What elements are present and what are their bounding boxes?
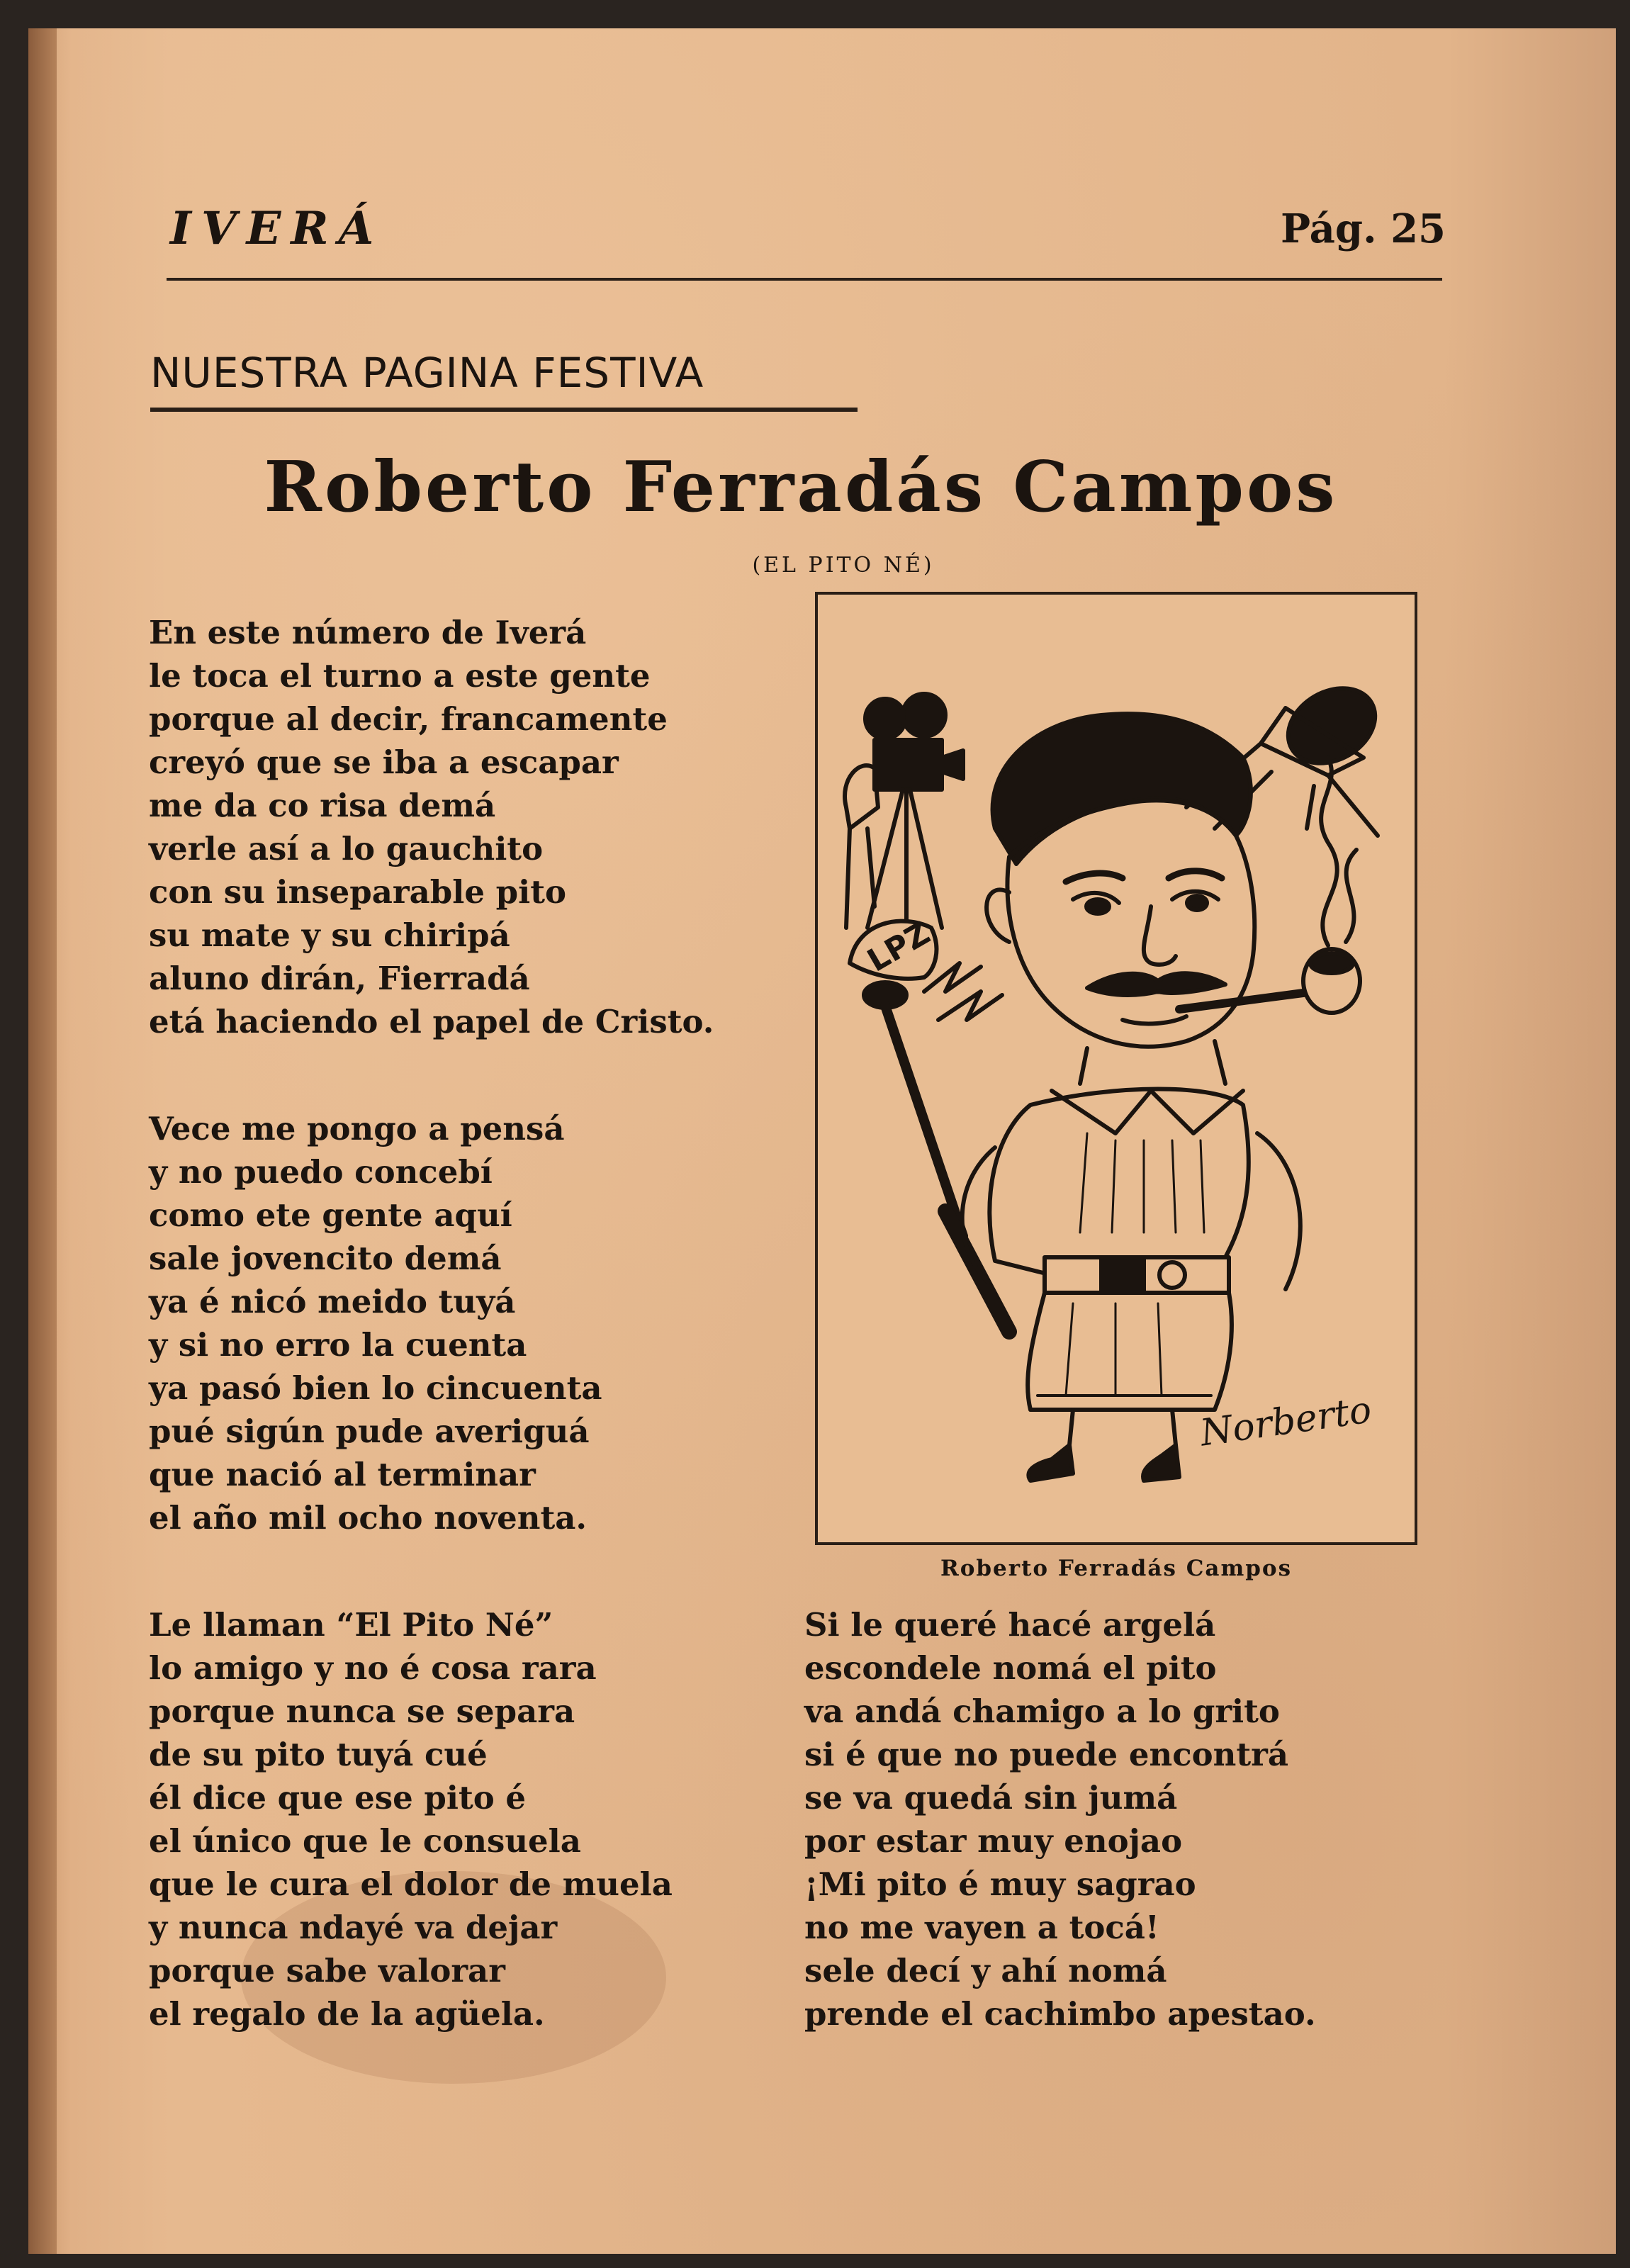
- verse-line: prende el cachimbo apestao.: [804, 1995, 1316, 2033]
- verse-line: de su pito tuyá cué: [149, 1736, 488, 1773]
- article-subtitle: (EL PITO NÉ): [752, 553, 935, 578]
- verse-line: va andá chamigo a lo grito: [804, 1692, 1280, 1730]
- magazine-name: IVERÁ: [170, 202, 384, 255]
- verse-line: En este número de Iverá: [149, 614, 587, 651]
- mustache-shape: [1087, 973, 1225, 995]
- poem-stanza-2: [149, 1107, 602, 1539]
- verse-line: ya pasó bien lo cincuenta: [149, 1369, 602, 1407]
- verse-line: Le llaman “El Pito Né”: [149, 1606, 553, 1644]
- verse-line: ¡Mi pito é muy sagrao: [804, 1865, 1196, 1903]
- verse-line: porque al decir, francamente: [149, 700, 668, 738]
- verse-line: él dice que ese pito é: [149, 1779, 527, 1817]
- verse-line: Si le queré hacé argelá: [804, 1606, 1216, 1644]
- verse-line: creyó que se iba a escapar: [149, 743, 619, 781]
- verse-line: porque nunca se separa: [149, 1692, 575, 1730]
- section-title-underline: [150, 408, 858, 412]
- verse-line: me da co risa demá: [149, 787, 496, 824]
- verse-line: que nació al terminar: [149, 1456, 536, 1493]
- magazine-page: [28, 28, 1616, 2254]
- verse-line: el único que le consuela: [149, 1822, 581, 1860]
- verse-line: aluno dirán, Fierradá: [149, 960, 530, 997]
- right-boot: [1143, 1445, 1179, 1481]
- poem-stanza-3: [149, 1603, 673, 2036]
- left-boot: [1028, 1445, 1073, 1481]
- verse-line: escondele nomá el pito: [804, 1649, 1217, 1687]
- verse-line: si é que no puede encontrá: [804, 1736, 1288, 1773]
- verse-line: porque sabe valorar: [149, 1952, 505, 1989]
- verse-line: sale jovencito demá: [149, 1240, 502, 1277]
- verse-line: con su inseparable pito: [149, 873, 566, 911]
- verse-line: y si no erro la cuenta: [149, 1326, 527, 1364]
- verse-line: su mate y su chiripá: [149, 916, 510, 954]
- verse-line: Vece me pongo a pensá: [149, 1110, 565, 1147]
- poem-stanza-1: [149, 611, 714, 1043]
- svg-text:LPZ: LPZ: [861, 915, 936, 979]
- verse-line: sele decí y ahí nomá: [804, 1952, 1167, 1989]
- verse-line: y no puedo concebí: [149, 1153, 493, 1191]
- article-title: Roberto Ferradás Campos: [264, 447, 1338, 528]
- verse-line: pué sigún pude averiguá: [149, 1413, 590, 1450]
- verse-line: verle así a lo gauchito: [149, 830, 544, 868]
- verse-line: lo amigo y no é cosa rara: [149, 1649, 597, 1687]
- header-rule: [167, 278, 1442, 281]
- illustration-caption: Roberto Ferradás Campos: [940, 1556, 1293, 1581]
- verse-line: etá haciendo el papel de Cristo.: [149, 1003, 714, 1040]
- verse-line: le toca el turno a este gente: [149, 657, 651, 695]
- verse-line: como ete gente aquí: [149, 1196, 512, 1234]
- verse-line: el año mil ocho noventa.: [149, 1499, 588, 1537]
- verse-line: por estar muy enojao: [804, 1822, 1183, 1860]
- film-camera-icon: [845, 694, 963, 935]
- verse-line: que le cura el dolor de muela: [149, 1865, 673, 1903]
- artist-signature: Norberto: [1198, 1388, 1374, 1455]
- book-spine: [28, 28, 57, 2254]
- chiripa-shape: [1028, 1293, 1232, 1410]
- caricature-illustration: [815, 592, 1417, 1545]
- verse-line: el regalo de la agüela.: [149, 1995, 545, 2033]
- verse-line: y nunca ndayé va dejar: [149, 1909, 558, 1946]
- verse-line: ya é nicó meido tuyá: [149, 1283, 516, 1320]
- section-title: NUESTRA PAGINA FESTIVA: [150, 349, 704, 397]
- page-number: Pág. 25: [1281, 206, 1446, 252]
- verse-line: no me vayen a tocá!: [804, 1909, 1159, 1946]
- microphone-icon: [850, 915, 1009, 1332]
- poem-stanza-4: [804, 1603, 1316, 2036]
- verse-line: se va quedá sin jumá: [804, 1779, 1178, 1817]
